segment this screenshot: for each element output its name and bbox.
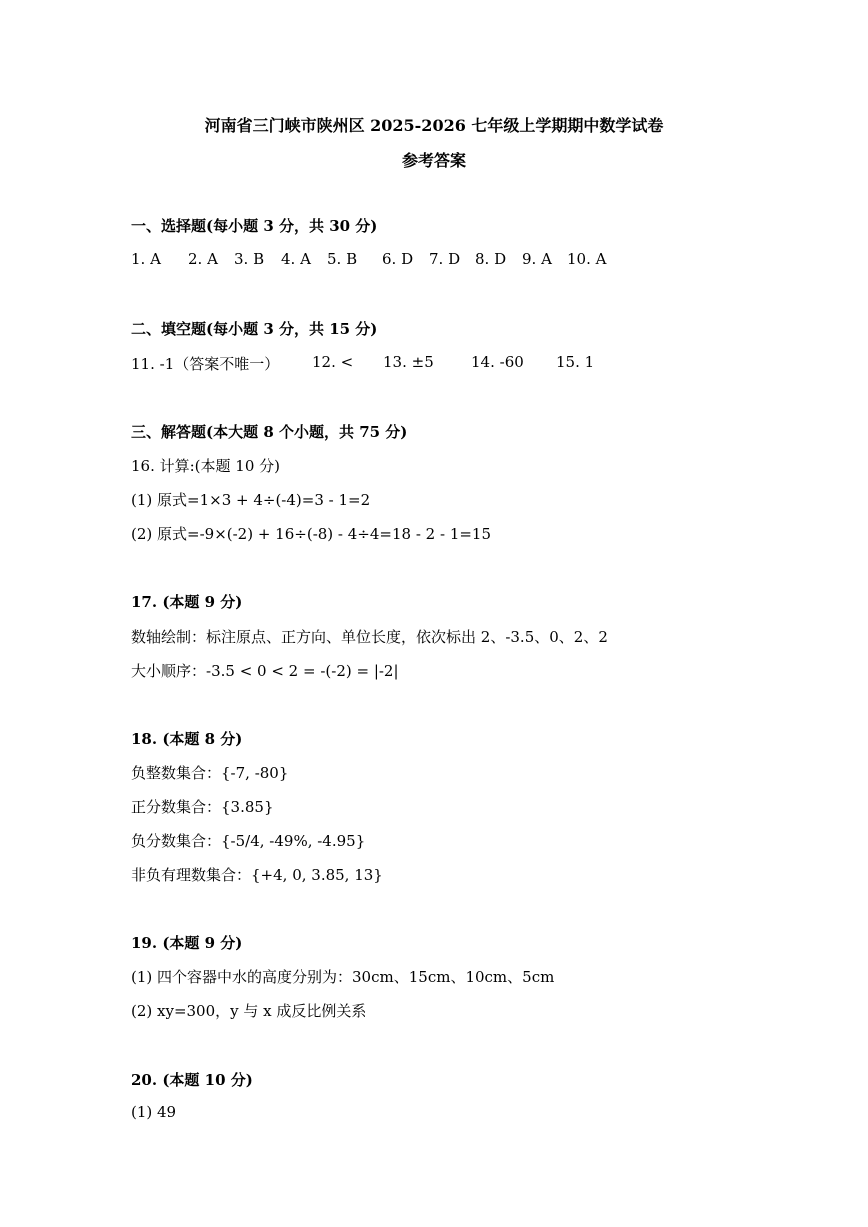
answer-item: 15. 1	[556, 353, 595, 371]
section3-heading: 三、解答题(本大题 8 个小题，共 75 分)	[131, 423, 408, 441]
q19-line: (1) 四个容器中水的高度分别为：30cm、15cm、10cm、5cm	[131, 968, 555, 986]
q18-line: 非负有理数集合：{+4, 0, 3.85, 13}	[131, 866, 383, 884]
answer-item: 1. A	[131, 250, 161, 268]
q18-line: 负分数集合：{-5/4, -49%, -4.95}	[131, 832, 366, 850]
answer-item: 5. B	[327, 250, 358, 268]
answer-item: 2. A	[188, 250, 218, 268]
q18-line: 正分数集合：{3.85}	[131, 798, 274, 816]
q19-title: 19. (本题 9 分)	[131, 934, 243, 952]
section1-heading: 一、选择题(每小题 3 分，共 30 分)	[131, 217, 378, 235]
answer-item: 11. -1（答案不唯一）	[131, 355, 280, 373]
q16-line: (1) 原式=1×3 + 4÷(-4)=3 - 1=2	[131, 491, 371, 509]
q16-line: (2) 原式=-9×(-2) + 16÷(-8) - 4÷4=18 - 2 - 1=15	[131, 525, 492, 543]
q17-line: 数轴绘制：标注原点、正方向、单位长度，依次标出 2、-3.5、0、2、2	[131, 628, 608, 646]
section2-heading: 二、填空题(每小题 3 分，共 15 分)	[131, 320, 378, 338]
answer-item: 12. <	[312, 353, 354, 371]
q17-line: 大小顺序：-3.5 < 0 < 2 = -(-2) = |-2|	[131, 662, 399, 680]
answer-item: 6. D	[382, 250, 414, 268]
answer-item: 13. ±5	[383, 353, 434, 371]
q17-title: 17. (本题 9 分)	[131, 593, 243, 611]
q20-title: 20. (本题 10 分)	[131, 1071, 253, 1089]
q19-line: (2) xy=300，y 与 x 成反比例关系	[131, 1002, 367, 1020]
section1-answers	[131, 250, 617, 268]
section2-answers	[131, 353, 596, 374]
q20-line: (1) 49	[131, 1103, 177, 1121]
answer-item: 7. D	[429, 250, 461, 268]
answer-item: 10. A	[567, 250, 607, 268]
q16-title: 16. 计算:(本题 10 分)	[131, 457, 281, 475]
document-subtitle: 参考答案	[401, 151, 466, 170]
answer-item: 9. A	[522, 250, 552, 268]
answer-item: 14. -60	[471, 353, 524, 371]
answer-item: 3. B	[234, 250, 265, 268]
q18-title: 18. (本题 8 分)	[131, 730, 243, 748]
answer-item: 8. D	[475, 250, 507, 268]
q18-line: 负整数集合：{-7, -80}	[131, 764, 289, 782]
answer-item: 4. A	[281, 250, 311, 268]
document-title: 河南省三门峡市陕州区 2025-2026 七年级上学期期中数学试卷	[204, 116, 664, 135]
